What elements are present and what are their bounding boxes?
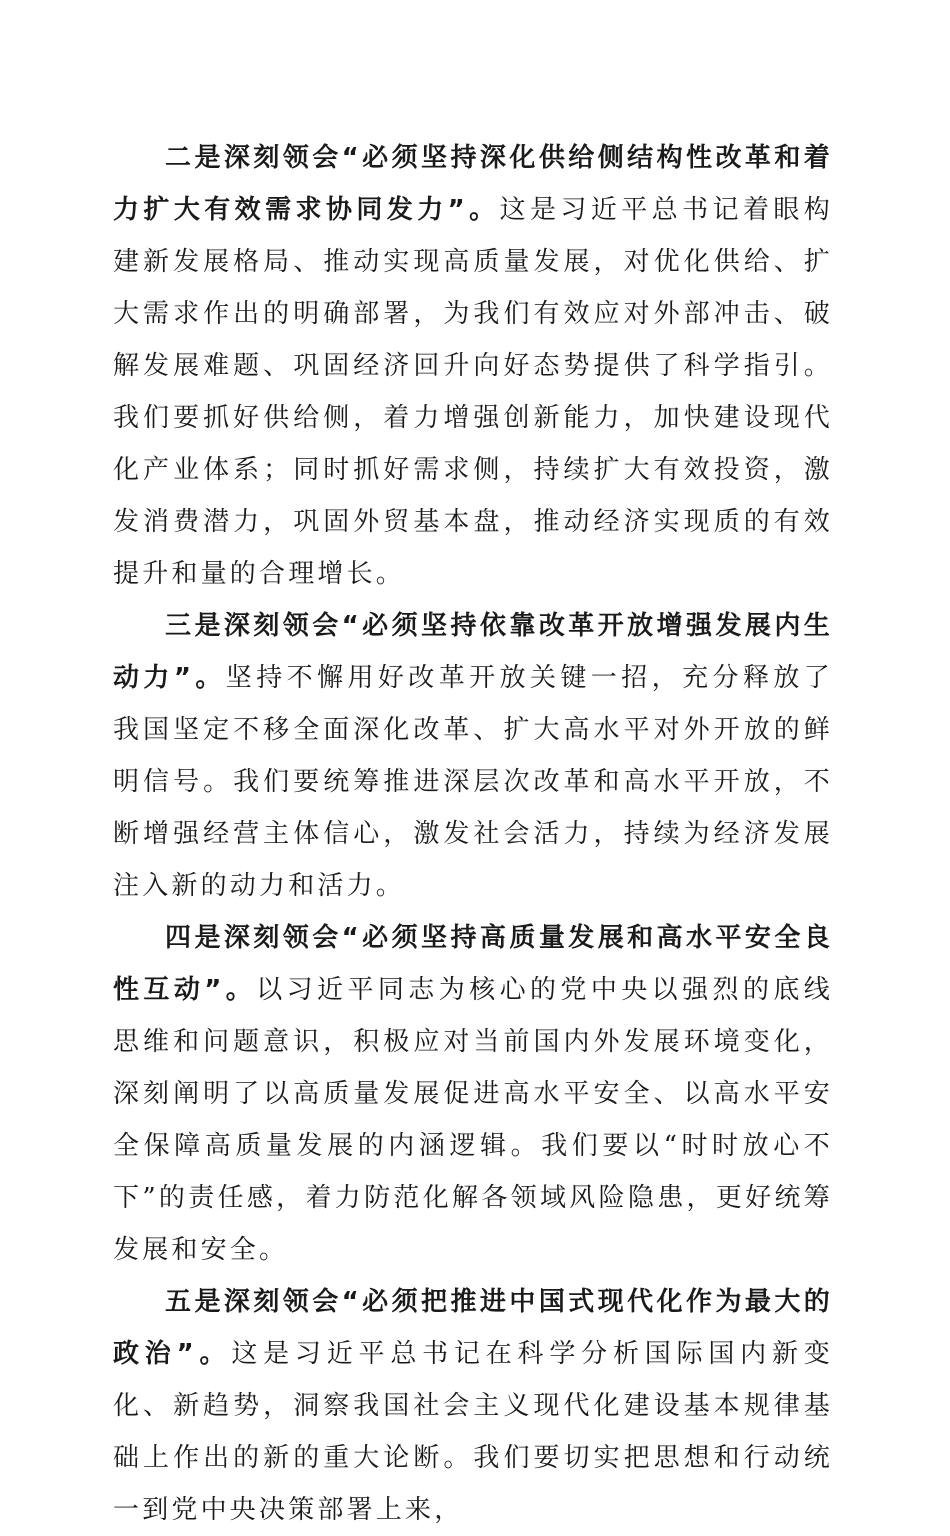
paragraph-2-body: 这是习近平总书记着眼构建新发展格局、推动实现高质量发展，对优化供给、扩大需求作出的明确部署，为我们有效应对外部冲击、破解发展难题、巩固经济回升向好态势提供了科学指引。我们要抓好供给侧，着力增强创新能力，加快建设现代化产业体系；同时抓好需求侧，持续扩大有效投资，激发消费潜力，巩固外贸基本盘，推动经济实现质的有效提升和量的合理增长。 [113,195,833,589]
paragraph-3-lead: 三是深刻领会“必须坚持依靠改革开放增强发展内生动力”。 [113,611,833,693]
paragraph-3-body: 坚持不懈用好改革开放关键一招，充分释放了我国坚定不移全面深化改革、扩大高水平对外开放的鲜明信号。我们要统筹推进深层次改革和高水平开放，不断增强经营主体信心，激发社会活力，持续为经济发展注入新的动力和活力。 [113,663,833,901]
paragraph-5-body: 这是习近平总书记在科学分析国际国内新变化、新趋势，洞察我国社会主义现代化建设基本规律基础上作出的新的重大论断。我们要切实把思想和行动统一到党中央决策部署上来， [113,1339,833,1525]
paragraph-4-lead: 四是深刻领会“必须坚持高质量发展和高水平安全良性互动”。 [113,923,833,1005]
paragraph-4-body: 以习近平同志为核心的党中央以强烈的底线思维和问题意识，积极应对当前国内外发展环境变化，深刻阐明了以高质量发展促进高水平安全、以高水平安全保障高质量发展的内涵逻辑。我们要以“时时放心不下”的责任感，着力防范化解各领域风险隐患，更好统筹发展和安全。 [113,975,833,1265]
paragraph-2-lead: 二是深刻领会“必须坚持深化供给侧结构性改革和着力扩大有效需求协同发力”。 [113,143,833,225]
paragraph-3 [113,600,833,912]
paragraph-4 [113,912,833,1276]
paragraph-2 [113,132,833,600]
document-body [113,132,833,1536]
paragraph-5 [113,1276,833,1536]
paragraph-5-lead: 五是深刻领会“必须把推进中国式现代化作为最大的政治”。 [113,1287,833,1369]
